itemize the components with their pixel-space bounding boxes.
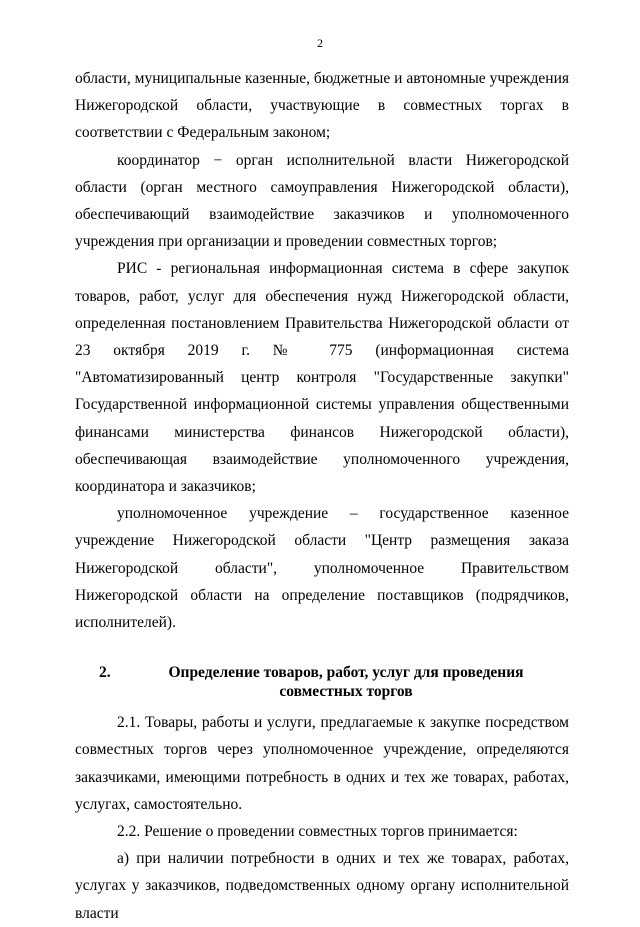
paragraph-coordinator-definition: координатор − орган исполнительной власти Нижегородской области (орган местного самоуправления Нижегородской области), обеспечивающий взаимодействие заказчиков и уполномоченного учреждения при организации и проведении совместных торгов; [75,151,569,251]
document-body [75,65,569,927]
paragraph-customers-continued: области, муниципальные казенные, бюджетные и автономные учреждения Нижегородской области, участвующие в совместных торгах в соответствии с Федеральным законом; [75,70,569,142]
section-heading [75,663,569,701]
paragraph-ris-definition: РИС - региональная информационная система в сфере закупок товаров, работ, услуг для обеспечения нужд Нижегородской области, определенная постановлением Правительства Нижегородской области от 23 октября 2019 г. № 775 (информационная система "Автоматизированный центр контроля "Государственные закупки" Государственной информационной системы управления общественными финансами министерства финансов Нижегородской области), обеспечивающая взаимодействие уполномоченного учреждения, координатора и заказчиков; [75,260,569,496]
paragraph-2-2-a: а) при наличии потребности в одних и тех же товарах, работах, услугах у заказчиков, подведомственных одному органу исполнительной власти [75,850,569,922]
page-number: 2 [317,36,323,50]
paragraph-2-1: 2.1. Товары, работы и услуги, предлагаемые к закупке посредством совместных торгов через уполномоченное учреждение, определяются заказчиками, имеющими потребность в одних и тех же товарах, работах, услугах, самостоятельно. [75,714,569,813]
section-number: 2. [99,664,111,682]
paragraph-authorized-institution-definition: уполномоченное учреждение – государственное казенное учреждение Нижегородской области "Центр размещения заказа Нижегородской области", уполномоченное Правительством Нижегородской области на определение поставщиков (подрядчиков, исполнителей). [75,505,569,632]
paragraph-2-2: 2.2. Решение о проведении совместных торгов принимается: [117,823,518,841]
section-title: Определение товаров, работ, услуг для проведения совместных торгов [168,664,524,701]
